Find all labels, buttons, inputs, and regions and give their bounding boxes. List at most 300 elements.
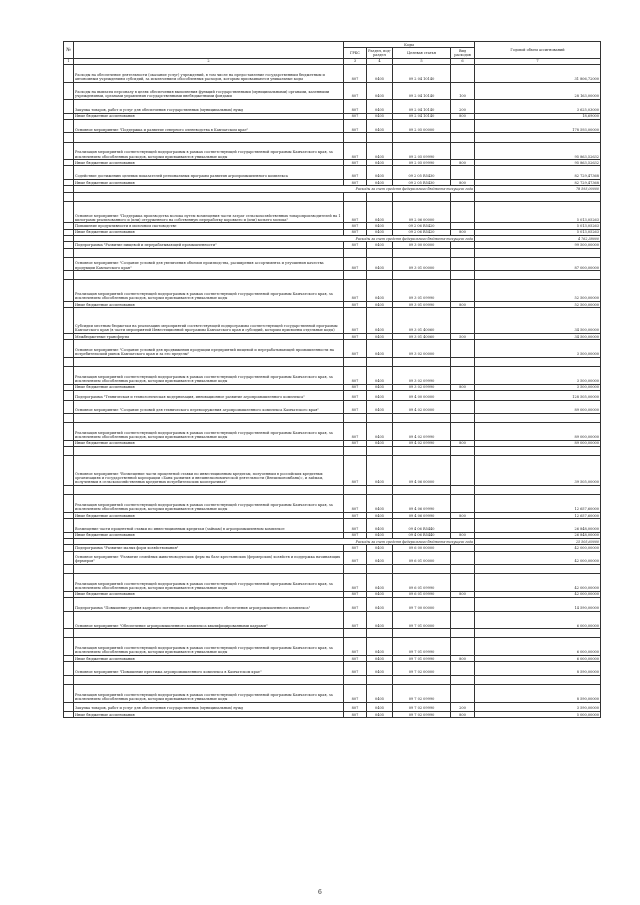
section-cell: 0405 — [367, 257, 393, 271]
num-cell — [64, 711, 74, 717]
blank-cell — [74, 133, 344, 142]
name-cell: Реализация мероприятий соответствующей подпрограммы в рамках соответствующей государственной программы Камчатского края, за исключением обособленных расходов, которым присваиваются уникальные коды — [74, 684, 344, 702]
blank-cell — [475, 486, 601, 495]
blank-cell — [344, 629, 367, 638]
name-cell: Основное мероприятие "Обеспечение агропромышленного комплекса квалифицированными кадрами" — [74, 611, 344, 629]
amount-cell: 26 848,00000 — [475, 532, 601, 538]
header-index: 4 — [367, 58, 393, 64]
grbs-cell: 807 — [344, 655, 367, 661]
section-cell: 0405 — [367, 512, 393, 518]
amount-cell: 128 505,00000 — [475, 391, 601, 400]
expense-type-cell — [451, 201, 475, 223]
num-cell — [64, 166, 74, 180]
expense-type-cell — [451, 367, 475, 385]
target-article-cell: 09 4 02 09990 — [393, 423, 451, 441]
grbs-cell: 807 — [344, 638, 367, 656]
blank-cell — [451, 248, 475, 257]
name-cell: Реализация мероприятий соответствующей подпрограммы в рамках соответствующей государственной программы Камчатского края, за исключением обособленных расходов, которым присваиваются уникальные коды — [74, 495, 344, 513]
header-sum: Годовой объем ассигнований — [475, 42, 601, 59]
name-cell: Содействие достижению целевых показателей региональных программ развития агропромышленного комплекса — [74, 166, 344, 180]
amount-cell: 5 000,00000 — [475, 711, 601, 717]
blank-cell — [451, 565, 475, 574]
num-cell — [64, 495, 74, 513]
amount-cell: 12 657,60000 — [475, 512, 601, 518]
blank-cell — [367, 133, 393, 142]
num-cell — [64, 100, 74, 114]
name-cell: Иные бюджетные ассигнования — [74, 532, 344, 538]
grbs-cell: 807 — [344, 340, 367, 358]
amount-cell: 52 500,00000 — [475, 280, 601, 302]
blank-cell — [74, 358, 344, 367]
num-cell — [64, 64, 74, 82]
blank-cell — [367, 675, 393, 684]
header-vr: Вид расходов — [451, 48, 475, 58]
target-article-cell: 09 7 00 00000 — [393, 598, 451, 612]
grbs-cell: 807 — [344, 711, 367, 717]
blank-cell — [367, 414, 393, 423]
target-article-cell: 09 4 02 00000 — [393, 400, 451, 414]
name-cell: Иные бюджетные ассигнования — [74, 591, 344, 597]
target-article-cell: 09 2 05 09990 — [393, 142, 451, 160]
name-cell: Расходы на выплаты персоналу в целях обеспечения выполнения функций государственными (муниципальными) органами, казенными учреждениями, органами управления государственными внебюджетными фондами — [74, 82, 344, 100]
name-cell: Основное мероприятие "Поддержка и развитие северного оленеводства в Камчатском крае" — [74, 119, 344, 133]
section-cell: 0405 — [367, 340, 393, 358]
target-article-cell: 09 3 00 00000 — [393, 242, 451, 248]
blank-cell — [344, 248, 367, 257]
blank-cell — [475, 358, 601, 367]
num-cell — [64, 551, 74, 565]
table-row — [64, 400, 601, 414]
target-article-cell: 09 7 02 09990 — [393, 684, 451, 702]
expense-type-cell — [451, 142, 475, 160]
table-row — [64, 551, 601, 565]
target-article-cell: 09 6 01 09990 — [393, 591, 451, 597]
blank-cell — [393, 271, 451, 280]
section-cell: 0405 — [367, 334, 393, 340]
amount-cell: 82 729,47368 — [475, 179, 601, 185]
blank-cell — [367, 629, 393, 638]
name-cell: Основное мероприятие "Повышение престижа агропромышленного комплекса в Камчатском крае" — [74, 662, 344, 676]
name-cell: Основное мероприятие "Поддержка производства молока путем возмещения части затрат сельскохозяйственных товаропроизводителей на 1 килограмм реализованного и (или) отгруженного на собственную переработку коровьего и (или) козьего молока" — [74, 201, 344, 223]
section-cell: 0405 — [367, 391, 393, 400]
grbs-cell: 807 — [344, 242, 367, 248]
target-article-cell: 09 2 04 10140 — [393, 113, 451, 119]
note-amount: 78 593,00000 — [475, 186, 601, 192]
num-cell — [64, 367, 74, 385]
note-amount: 25 505,60000 — [475, 538, 601, 544]
table-row — [64, 456, 601, 486]
num-cell — [64, 519, 74, 533]
section-cell: 0405 — [367, 655, 393, 661]
num-cell — [64, 423, 74, 441]
blank-cell — [74, 447, 344, 456]
blank-cell — [393, 629, 451, 638]
blank-cell — [74, 486, 344, 495]
num-cell — [64, 598, 74, 612]
name-cell: Реализация мероприятий соответствующей подпрограммы в рамках соответствующей государственной программы Камчатского края, за исключением обособленных расходов, которым присваиваются уникальные коды — [74, 638, 344, 656]
grbs-cell: 807 — [344, 611, 367, 629]
grbs-cell: 807 — [344, 334, 367, 340]
grbs-cell: 807 — [344, 229, 367, 235]
name-cell: Подпрограмма "Развитие пищевой и перерабатывающей промышленности" — [74, 242, 344, 248]
grbs-cell: 807 — [344, 280, 367, 302]
grbs-cell: 807 — [344, 702, 367, 711]
blank-cell — [451, 629, 475, 638]
blank-cell — [393, 133, 451, 142]
table-row — [64, 711, 601, 717]
grbs-cell: 807 — [344, 598, 367, 612]
grbs-cell: 807 — [344, 519, 367, 533]
name-cell: Иные бюджетные ассигнования — [74, 179, 344, 185]
blank-cell — [451, 358, 475, 367]
amount-cell: 18,69000 — [475, 113, 601, 119]
amount-cell: 5 013,05263 — [475, 229, 601, 235]
section-cell: 0405 — [367, 280, 393, 302]
name-cell: Подпрограмма "Повышение уровня кадрового потенциала и информационного обеспечения агропромышленного комплекса" — [74, 598, 344, 612]
table-row — [64, 495, 601, 513]
amount-cell: 42 000,00000 — [475, 545, 601, 551]
name-cell: Иные бюджетные ассигнования — [74, 655, 344, 661]
target-article-cell: 09 3 02 09990 — [393, 384, 451, 390]
expense-type-cell — [451, 257, 475, 271]
grbs-cell: 807 — [344, 384, 367, 390]
amount-cell: 52 500,00000 — [475, 302, 601, 308]
amount-cell: 34 500,00000 — [475, 334, 601, 340]
blank-cell — [64, 358, 74, 367]
section-cell: 0405 — [367, 229, 393, 235]
blank-cell — [367, 486, 393, 495]
target-article-cell: 09 7 01 09990 — [393, 655, 451, 661]
target-article-cell: 09 4 02 09990 — [393, 440, 451, 446]
blank-cell — [393, 675, 451, 684]
grbs-cell: 807 — [344, 119, 367, 133]
expense-type-cell: 800 — [451, 591, 475, 597]
header-name — [74, 42, 344, 59]
expense-type-cell: 800 — [451, 711, 475, 717]
amount-cell: 42 000,00000 — [475, 574, 601, 592]
header-grbs: ГРБС — [344, 48, 367, 58]
table-row — [64, 423, 601, 441]
header-cs: Целевая статья — [393, 48, 451, 58]
section-cell: 0405 — [367, 384, 393, 390]
table-row — [64, 166, 601, 180]
target-article-cell: 09 3 01 09990 — [393, 302, 451, 308]
section-cell: 0405 — [367, 495, 393, 513]
header-index: 2 — [74, 58, 344, 64]
name-cell: Реализация мероприятий соответствующей подпрограммы в рамках соответствующей государственной программы Камчатского края, за исключением обособленных расходов, которым присваиваются уникальные коды — [74, 423, 344, 441]
blank-cell — [475, 133, 601, 142]
grbs-cell: 807 — [344, 179, 367, 185]
num-cell — [64, 574, 74, 592]
expense-type-cell — [451, 280, 475, 302]
grbs-cell: 807 — [344, 591, 367, 597]
grbs-cell: 807 — [344, 551, 367, 565]
amount-cell: 12 657,60000 — [475, 495, 601, 513]
expense-type-cell: 800 — [451, 179, 475, 185]
grbs-cell: 807 — [344, 82, 367, 100]
expense-type-cell — [451, 495, 475, 513]
section-cell: 0405 — [367, 423, 393, 441]
blank-cell — [344, 486, 367, 495]
num-cell — [64, 257, 74, 271]
table-row — [64, 391, 601, 400]
blank-cell — [451, 447, 475, 456]
grbs-cell: 807 — [344, 257, 367, 271]
section-cell: 0405 — [367, 119, 393, 133]
blank-cell — [64, 486, 74, 495]
blank-cell — [64, 271, 74, 280]
blank-row — [64, 629, 601, 638]
name-cell: Реализация мероприятий соответствующей подпрограммы в рамках соответствующей государственной программы Камчатского края, за исключением обособленных расходов, которым присваиваются уникальные коды — [74, 367, 344, 385]
expense-type-cell: 800 — [451, 655, 475, 661]
expense-type-cell — [451, 574, 475, 592]
amount-cell: 6 000,00000 — [475, 611, 601, 629]
num-cell — [64, 400, 74, 414]
section-cell: 0405 — [367, 711, 393, 717]
note-text: Расходы за счет средств федерального бюджета-текущего года — [74, 538, 475, 544]
header-index: 7 — [475, 58, 601, 64]
target-article-cell: 09 2 04 10140 — [393, 82, 451, 100]
name-cell: Иные бюджетные ассигнования — [74, 384, 344, 390]
grbs-cell: 807 — [344, 391, 367, 400]
section-cell: 0405 — [367, 662, 393, 676]
section-cell: 0405 — [367, 142, 393, 160]
blank-row — [64, 414, 601, 423]
header-index: 6 — [451, 58, 475, 64]
name-cell: Иные бюджетные ассигнования — [74, 711, 344, 717]
expense-type-cell: 500 — [451, 334, 475, 340]
amount-cell: 89 000,00000 — [475, 423, 601, 441]
page-number: 6 — [318, 889, 322, 896]
amount-cell: 5 013,05263 — [475, 201, 601, 223]
target-article-cell: 09 7 02 00000 — [393, 662, 451, 676]
blank-cell — [367, 358, 393, 367]
name-cell: Иные бюджетные ассигнования — [74, 512, 344, 518]
note-amount: 4 762,38000 — [475, 235, 601, 241]
blank-cell — [344, 358, 367, 367]
table-header — [64, 42, 601, 65]
expense-type-cell: 800 — [451, 532, 475, 538]
note-text: Расходы за счет средств федерального бюджета-текущего года — [74, 186, 475, 192]
blank-cell — [344, 675, 367, 684]
amount-cell: 8 590,00000 — [475, 684, 601, 702]
grbs-cell: 807 — [344, 100, 367, 114]
table-row — [64, 638, 601, 656]
expense-type-cell — [451, 598, 475, 612]
target-article-cell: 09 2 05 R5430 — [393, 179, 451, 185]
num-cell — [64, 119, 74, 133]
section-cell: 0405 — [367, 574, 393, 592]
blank-cell — [344, 414, 367, 423]
num-cell — [64, 684, 74, 702]
amount-cell: 3 500,00000 — [475, 367, 601, 385]
amount-cell: 31 806,72000 — [475, 64, 601, 82]
amount-cell: 34 500,00000 — [475, 308, 601, 334]
amount-cell: 95 863,52632 — [475, 160, 601, 166]
blank-cell — [475, 271, 601, 280]
budget-allocation-table — [63, 41, 601, 718]
expense-type-cell: 100 — [451, 82, 475, 100]
name-cell: Основное мероприятие "Создание условий для увеличения объемов производства, расширения ассортимента и улучшения качества продукции Камчатского края" — [74, 257, 344, 271]
num-cell — [64, 638, 74, 656]
blank-cell — [451, 414, 475, 423]
expense-type-cell: 200 — [451, 702, 475, 711]
target-article-cell: 09 2 05 R5430 — [393, 166, 451, 180]
blank-cell — [451, 133, 475, 142]
expense-type-cell — [451, 519, 475, 533]
name-cell: Иные бюджетные ассигнования — [74, 229, 344, 235]
num-cell — [64, 456, 74, 486]
expense-type-cell: 800 — [451, 302, 475, 308]
blank-cell — [451, 271, 475, 280]
blank-cell — [74, 271, 344, 280]
blank-cell — [367, 565, 393, 574]
expense-type-cell — [451, 400, 475, 414]
num-cell — [64, 308, 74, 334]
name-cell: Основное мероприятие "Создание условий для продвижения продукции предприятий пищевой и перерабатывающей промышленности на потребительский рынок Камчатского края и за его пределы" — [74, 340, 344, 358]
name-cell: Иные бюджетные ассигнования — [74, 440, 344, 446]
grbs-cell: 807 — [344, 64, 367, 82]
blank-cell — [64, 414, 74, 423]
target-article-cell: 09 2 06 R5420 — [393, 223, 451, 229]
name-cell: Подпрограмма "Техническая и технологическая модернизация, инновационное развитие агропромышленного комплекса" — [74, 391, 344, 400]
expense-type-cell — [451, 551, 475, 565]
blank-row — [64, 133, 601, 142]
section-cell: 0405 — [367, 591, 393, 597]
grbs-cell: 807 — [344, 512, 367, 518]
amount-cell: 8 590,00000 — [475, 662, 601, 676]
amount-cell: 87 000,00000 — [475, 257, 601, 271]
blank-cell — [344, 565, 367, 574]
header-index: 5 — [393, 58, 451, 64]
blank-cell — [393, 248, 451, 257]
table-row — [64, 684, 601, 702]
num-cell — [64, 340, 74, 358]
blank-cell — [451, 675, 475, 684]
section-cell: 0405 — [367, 684, 393, 702]
blank-cell — [344, 447, 367, 456]
expense-type-cell: 800 — [451, 113, 475, 119]
grbs-cell: 807 — [344, 201, 367, 223]
amount-cell: 3 500,00000 — [475, 384, 601, 390]
blank-cell — [367, 248, 393, 257]
section-cell: 0405 — [367, 223, 393, 229]
target-article-cell: 09 6 01 09990 — [393, 574, 451, 592]
section-cell: 0405 — [367, 551, 393, 565]
blank-cell — [64, 248, 74, 257]
blank-cell — [344, 271, 367, 280]
amount-cell: 99 500,00000 — [475, 242, 601, 248]
expense-type-cell — [451, 391, 475, 400]
blank-row — [64, 486, 601, 495]
name-cell: Возмещение части процентной ставки по инвестиционным кредитам (займам) в агропромышленном комплексе — [74, 519, 344, 533]
grbs-cell: 807 — [344, 166, 367, 180]
blank-cell — [451, 192, 475, 201]
name-cell: Иные бюджетные ассигнования — [74, 113, 344, 119]
target-article-cell: 09 4 06 09990 — [393, 512, 451, 518]
blank-cell — [393, 486, 451, 495]
name-cell: Иные бюджетные ассигнования — [74, 302, 344, 308]
target-article-cell: 09 7 02 09990 — [393, 702, 451, 711]
section-cell: 0405 — [367, 611, 393, 629]
expense-type-cell — [451, 684, 475, 702]
amount-cell: 14 590,00000 — [475, 598, 601, 612]
blank-cell — [64, 675, 74, 684]
section-cell: 0405 — [367, 638, 393, 656]
expense-type-cell — [451, 340, 475, 358]
blank-row — [64, 271, 601, 280]
amount-cell: 26 848,00000 — [475, 519, 601, 533]
expense-type-cell: 800 — [451, 160, 475, 166]
note-text: Расходы за счет средств федерального бюджета-текущего года — [74, 235, 475, 241]
expense-type-cell — [451, 638, 475, 656]
target-article-cell: 09 3 02 09990 — [393, 367, 451, 385]
blank-cell — [64, 447, 74, 456]
expense-type-cell: 800 — [451, 440, 475, 446]
blank-cell — [367, 447, 393, 456]
target-article-cell: 09 2 06 00000 — [393, 201, 451, 223]
num-cell — [64, 391, 74, 400]
table-row — [64, 340, 601, 358]
name-cell: Реализация мероприятий соответствующей подпрограммы в рамках соответствующей государственной программы Камчатского края, за исключением обособленных расходов, которым присваиваются уникальные коды — [74, 574, 344, 592]
section-cell: 0405 — [367, 440, 393, 446]
num-cell — [64, 280, 74, 302]
grbs-cell: 807 — [344, 684, 367, 702]
blank-cell — [451, 486, 475, 495]
blank-cell — [393, 565, 451, 574]
num-cell — [64, 82, 74, 100]
amount-cell: 42 000,00000 — [475, 551, 601, 565]
blank-cell — [393, 192, 451, 201]
target-article-cell: 09 2 04 10140 — [393, 100, 451, 114]
name-cell: Основное мероприятие "Развитие семейных животноводческих ферм на базе крестьянских (фермерских) хозяйств и поддержка начинающих фермеров" — [74, 551, 344, 565]
grbs-cell: 807 — [344, 302, 367, 308]
blank-cell — [64, 192, 74, 201]
blank-cell — [367, 271, 393, 280]
amount-cell: 89 000,00000 — [475, 440, 601, 446]
amount-cell: 5 013,05263 — [475, 223, 601, 229]
expense-type-cell — [451, 308, 475, 334]
target-article-cell: 09 2 05 09990 — [393, 160, 451, 166]
section-cell: 0405 — [367, 598, 393, 612]
target-article-cell: 09 2 04 10140 — [393, 64, 451, 82]
amount-cell: 39 505,00000 — [475, 456, 601, 486]
target-article-cell: 09 3 01 40060 — [393, 308, 451, 334]
amount-cell: 28 163,00000 — [475, 82, 601, 100]
target-article-cell: 09 7 01 09990 — [393, 638, 451, 656]
amount-cell: 95 863,52632 — [475, 142, 601, 160]
section-cell: 0405 — [367, 160, 393, 166]
grbs-cell: 807 — [344, 423, 367, 441]
target-article-cell: 09 7 02 09990 — [393, 711, 451, 717]
section-cell: 0405 — [367, 166, 393, 180]
grbs-cell: 807 — [344, 532, 367, 538]
blank-cell — [475, 675, 601, 684]
amount-cell: 42 000,00000 — [475, 591, 601, 597]
expense-type-cell — [451, 456, 475, 486]
target-article-cell: 09 6 01 00000 — [393, 551, 451, 565]
blank-cell — [475, 565, 601, 574]
grbs-cell: 807 — [344, 113, 367, 119]
grbs-cell: 807 — [344, 142, 367, 160]
blank-cell — [74, 565, 344, 574]
table-row — [64, 100, 601, 114]
target-article-cell: 09 4 06 09990 — [393, 495, 451, 513]
num-cell — [64, 611, 74, 629]
blank-cell — [393, 358, 451, 367]
blank-row — [64, 447, 601, 456]
section-cell: 0405 — [367, 201, 393, 223]
